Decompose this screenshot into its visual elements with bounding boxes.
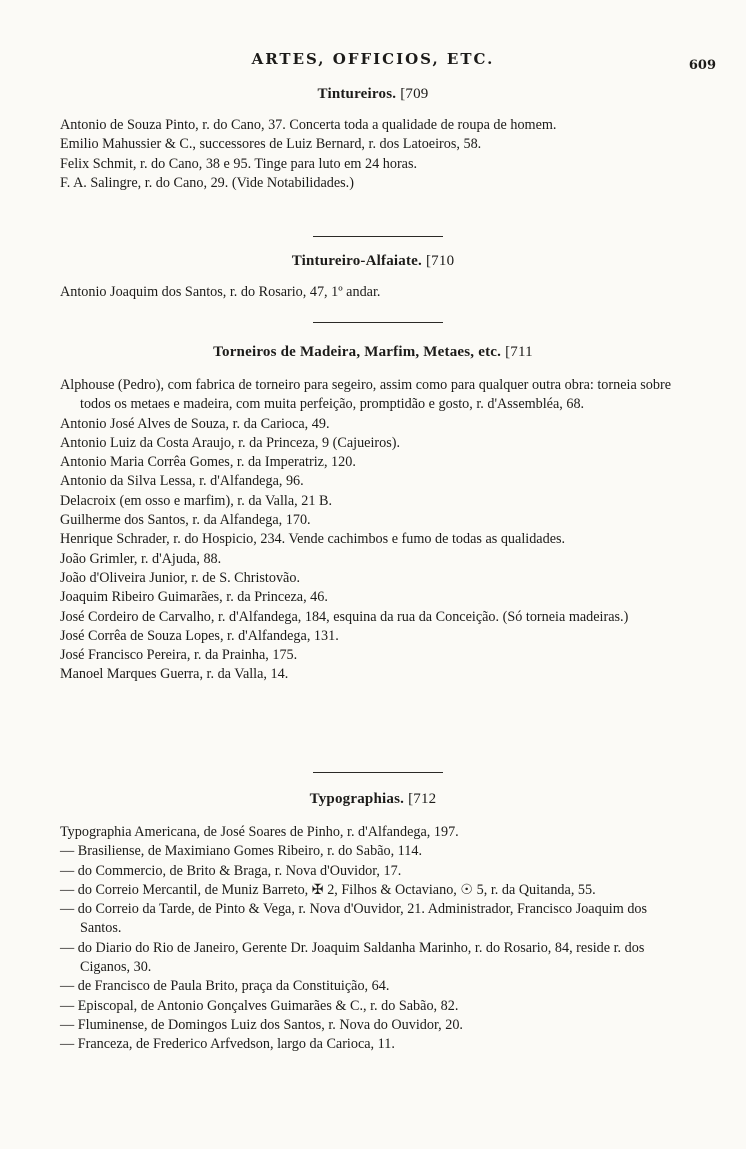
section-heading [0,791,746,808]
list-item: — de Francisco de Paula Brito, praça da Constituição, 64. [60,978,390,995]
entry-list [0,823,685,1055]
section-title: Torneiros de Madeira, Marfim, Metaes, etc. [213,344,502,360]
list-item: — do Diario do Rio de Janeiro, Gerente Dr. Joaquim Saldanha Marinho, r. do Rosario, 84, reside r. dos Ciganos, 30. [60,939,645,976]
list-item: Joaquim Ribeiro Guimarães, r. da Princeza, 46. [60,589,328,606]
entry-list [0,116,685,193]
list-item: José Cordeiro de Carvalho, r. d'Alfandega, 184, esquina da rua da Conceição. (Só torneia madeiras.) [60,608,629,625]
list-item: — Brasiliense, de Maximiano Gomes Ribeiro, r. do Sabão, 114. [60,843,422,860]
section-torneiros [0,344,746,685]
entry-list [0,376,685,685]
list-item: — Fluminense, de Domingos Luiz dos Santos, r. Nova do Ouvidor, 20. [60,1016,463,1033]
list-item: — do Commercio, de Brito & Braga, r. Nova d'Ouvidor, 17. [60,862,402,879]
list-item: Delacroix (em osso e marfim), r. da Valla, 21 B. [60,492,332,509]
list-item: — do Correio da Tarde, de Pinto & Vega, r. Nova d'Ouvidor, 21. Administrador, Francisco Joaquim dos Santos. [60,901,648,937]
section-divider [313,236,443,237]
section-heading [0,344,746,361]
section-tintureiro-alfaiate [0,253,746,302]
list-item: Alphouse (Pedro), com fabrica de torneiro para segeiro, assim como para qualquer outra obra: torneia sobre todos os metaes e madeira, com muita perfeição, promptidão e gosto, r. d'Assembléa, 68. [60,377,672,413]
list-item: Henrique Schrader, r. do Hospicio, 234. Vende cachimbos e fumo de todas as qualidades. [60,531,566,548]
list-item: Antonio José Alves de Souza, r. da Carioca, 49. [60,415,330,432]
list-item: Felix Schmit, r. do Cano, 38 e 95. Tinge para luto em 24 horas. [60,155,418,172]
list-item: Typographia Americana, de José Soares de Pinho, r. d'Alfandega, 197. [60,824,459,840]
entry-list [0,283,685,302]
list-item: Antonio da Silva Lessa, r. d'Alfandega, 96. [60,473,304,490]
section-title: Tintureiros. [317,86,397,102]
section-heading [0,253,746,270]
section-divider [313,772,443,773]
list-item: Antonio Joaquim dos Santos, r. do Rosario, 47, 1º andar. [60,284,381,300]
list-item: — do Correio Mercantil, de Muniz Barreto, ✠ 2, Filhos & Octaviano, ☉ 5, r. da Quitanda, 55. [60,881,596,898]
section-title: Tintureiro-Alfaiate. [291,253,422,269]
section-code: [710 [425,253,455,269]
list-item: F. A. Salingre, r. do Cano, 29. (Vide Notabilidades.) [60,174,354,191]
list-item: Guilherme dos Santos, r. da Alfandega, 170. [60,512,311,529]
list-item: Emilio Mahussier & C., successores de Luiz Bernard, r. dos Latoeiros, 58. [60,136,482,153]
section-code: [709 [400,86,429,102]
list-item: Antonio Maria Corrêa Gomes, r. da Imperatriz, 120. [60,454,356,471]
list-item: — Franceza, de Frederico Arfvedson, largo da Carioca, 11. [60,1036,395,1053]
section-title: Typographias. [309,791,405,807]
section-heading [0,86,746,103]
section-typographias [0,791,746,1055]
list-item: Antonio Luiz da Costa Araujo, r. da Princeza, 9 (Cajueiros). [60,434,401,451]
list-item: João Grimler, r. d'Ajuda, 88. [60,550,222,567]
running-head: ARTES, OFFICIOS, ETC. [251,50,495,68]
list-item: José Corrêa de Souza Lopes, r. d'Alfandega, 131. [60,627,339,644]
list-item: Antonio de Souza Pinto, r. do Cano, 37. Concerta toda a qualidade de roupa de homem. [60,117,557,133]
section-tintureiros [0,86,746,193]
list-item: — Episcopal, de Antonio Gonçalves Guimarães & C., r. do Sabão, 82. [60,997,459,1014]
section-divider [313,322,443,323]
page-number: 609 [688,58,716,73]
section-code: [711 [505,344,533,360]
section-code: [712 [408,791,437,807]
list-item: Manoel Marques Guerra, r. da Valla, 14. [60,666,289,683]
list-item: João d'Oliveira Junior, r. de S. Christovão. [60,569,300,586]
list-item: José Francisco Pereira, r. da Prainha, 175. [60,647,298,664]
